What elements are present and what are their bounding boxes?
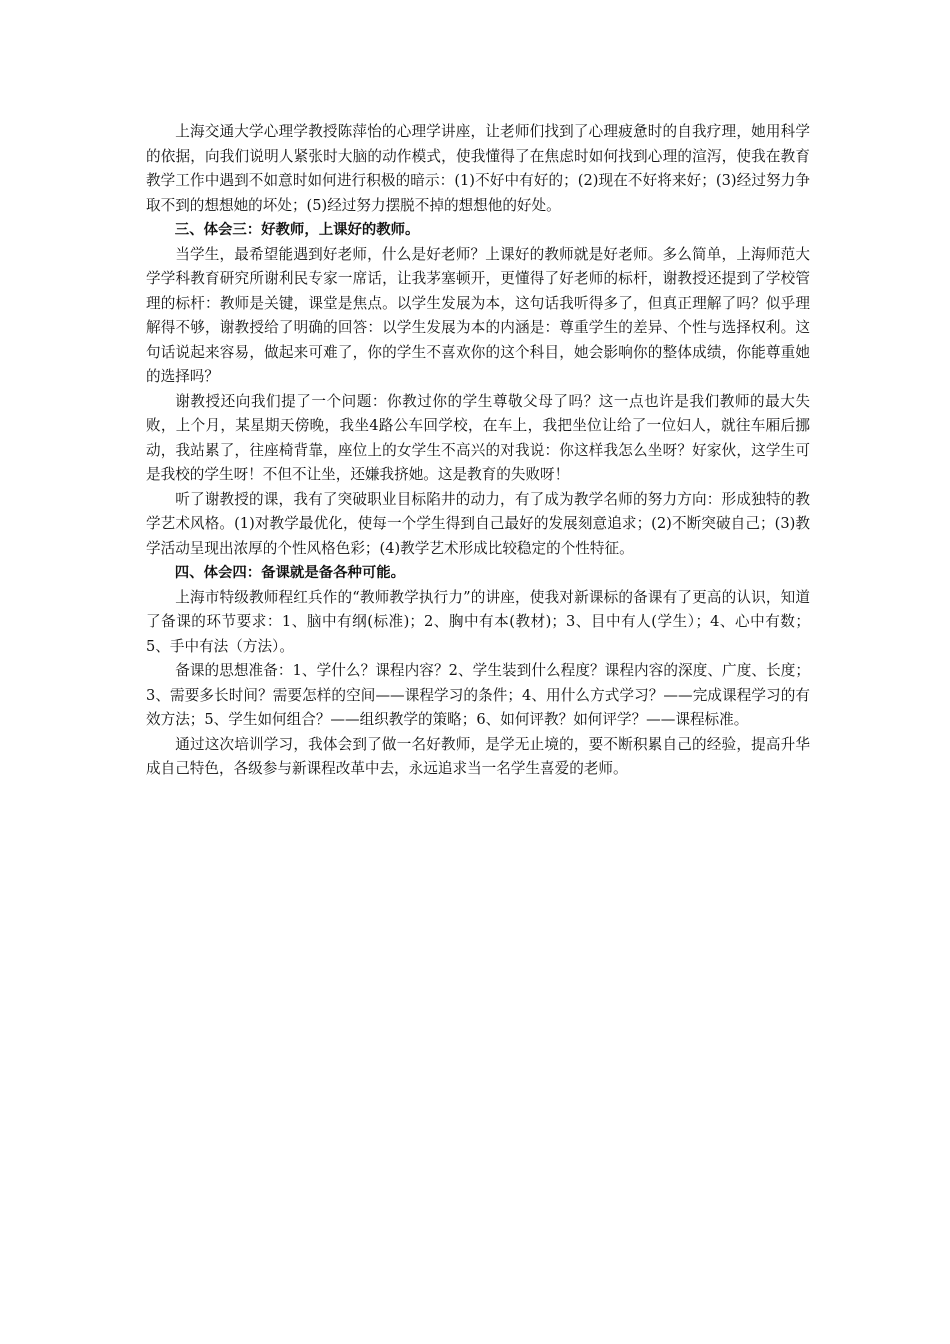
paragraph-1: 上海交通大学心理学教授陈萍怡的心理学讲座，让老师们找到了心理疲惫时的自我疗理，她用科学的依据，向我们说明人紧张时大脑的动作模式，使我懂得了在焦虑时如何找到心理的渲泻，使我在教育教学工作中遇到不如意时如何进行积极的暗示：(1)不好中有好的；(2)现在不好将来好；(3)经过努力争取不到的想想她的坏处；(5)经过努力摆脱不掉的想想他的好处。 (146, 123, 810, 214)
document-body (146, 120, 810, 782)
paragraph-3: 谢教授还向我们提了一个问题：你教过你的学生尊敬父母了吗？这一点也许是我们教师的最大失败，上个月，某星期天傍晚，我坐4路公车回学校，在车上，我把坐位让给了一位妇人，就往车厢后挪动，我站累了，往座椅背靠，座位上的女学生不高兴的对我说：你这样我怎么坐呀？好家伙，这学生可是我校的学生呀！不但不让坐，还嫌我挤她。这是教育的失败呀！ (146, 392, 810, 483)
paragraph-4: 听了谢教授的课，我有了突破职业目标陷井的动力，有了成为教学名师的努力方向：形成独特的教学艺术风格。(1)对教学最优化，使每一个学生得到自己最好的发展刻意追求；(2)不断突破自己；(3)教学活动呈现出浓厚的个性风格色彩；(4)教学艺术形成比较稳定的个性特征。 (146, 490, 810, 557)
section-heading-4: 四、体会四：备课就是备各种可能。 (174, 565, 406, 581)
paragraph-6: 备课的思想准备：1、学什么？课程内容？2、学生装到什么程度？课程内容的深度、广度、长度；3、需要多长时间？需要怎样的空间——课程学习的条件；4、用什么方式学习？——完成课程学习的有效方法；5、学生如何组合？——组织教学的策略；6、如何评教？如何评学？——课程标准。 (146, 662, 810, 728)
paragraph-2: 当学生，最希望能遇到好老师，什么是好老师？上课好的教师就是好老师。多么简单，上海师范大学学科教育研究所谢利民专家一席话，让我茅塞顿开，更懂得了好老师的标杆，谢教授还提到了学校管理的标杆：教师是关键，课堂是焦点。以学生发展为本，这句话我听得多了，但真正理解了吗？似乎理解得不够，谢教授给了明确的回答：以学生发展为本的内涵是：尊重学生的差异、个性与选择权利。这句话说起来容易，做起来可难了，你的学生不喜欢你的这个科目，她会影响你的整体成绩，你能尊重她的选择吗？ (146, 245, 810, 385)
paragraph-7: 通过这次培训学习，我体会到了做一名好教师，是学无止境的，要不断积累自己的经验，提高升华成自己特色，各级参与新课程改革中去，永远追求当一名学生喜爱的老师。 (146, 735, 810, 777)
paragraph-5: 上海市特级教师程红兵作的“教师教学执行力”的讲座，使我对新课标的备课有了更高的认识，知道了备课的环节要求：1、脑中有纲(标准)；2、胸中有本(教材)；3、目中有人(学生）；4、心中有数；5、手中有法（方法）。 (146, 588, 810, 655)
section-heading-3: 三、体会三：好教师，上课好的教师。 (174, 222, 420, 238)
